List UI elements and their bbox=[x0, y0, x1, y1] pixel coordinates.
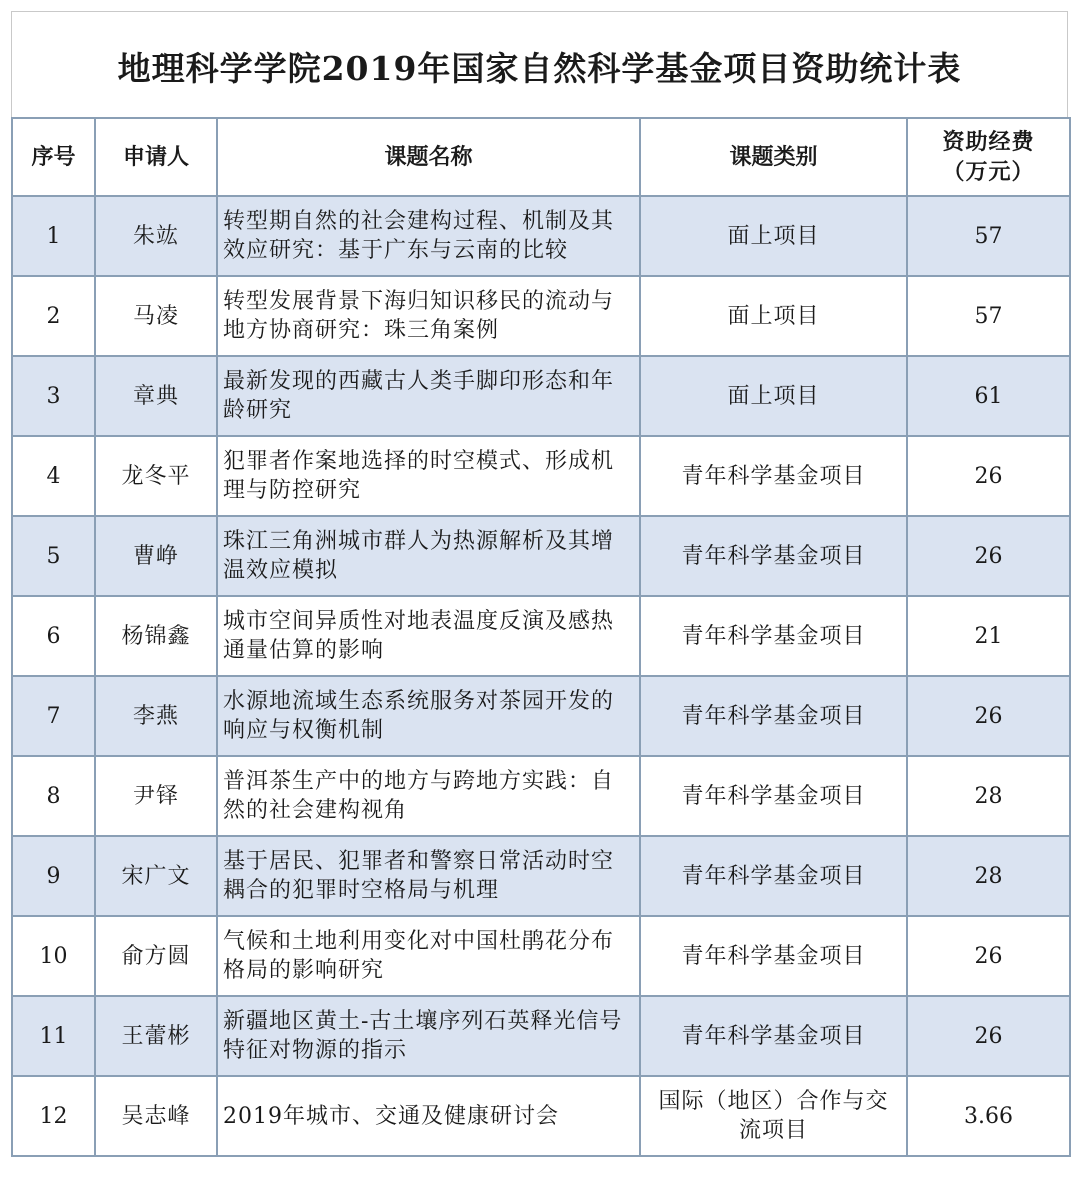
cell-funding: 61 bbox=[907, 356, 1070, 436]
header-topic: 课题名称 bbox=[217, 118, 640, 196]
cell-topic: 犯罪者作案地选择的时空模式、形成机理与防控研究 bbox=[217, 436, 640, 516]
cell-funding: 57 bbox=[907, 196, 1070, 276]
cell-category: 面上项目 bbox=[640, 356, 907, 436]
cell-funding: 26 bbox=[907, 996, 1070, 1076]
header-funding-line1: 资助经费 bbox=[942, 129, 1035, 155]
cell-funding: 28 bbox=[907, 756, 1070, 836]
table-row bbox=[12, 196, 1070, 276]
cell-no: 10 bbox=[12, 916, 95, 996]
table-row bbox=[12, 356, 1070, 436]
table-row bbox=[12, 836, 1070, 916]
cell-topic: 2019年城市、交通及健康研讨会 bbox=[217, 1076, 640, 1156]
cell-no: 6 bbox=[12, 596, 95, 676]
cell-funding: 28 bbox=[907, 836, 1070, 916]
cell-category: 面上项目 bbox=[640, 196, 907, 276]
cell-funding: 21 bbox=[907, 596, 1070, 676]
page-title: 地理科学学院2019年国家自然科学基金项目资助统计表 bbox=[117, 49, 962, 88]
cell-category: 青年科学基金项目 bbox=[640, 436, 907, 516]
header-funding bbox=[907, 118, 1070, 196]
cell-category: 青年科学基金项目 bbox=[640, 676, 907, 756]
cell-category: 青年科学基金项目 bbox=[640, 836, 907, 916]
table-row bbox=[12, 996, 1070, 1076]
cell-topic: 珠江三角洲城市群人为热源解析及其增温效应模拟 bbox=[217, 516, 640, 596]
header-category: 课题类别 bbox=[640, 118, 907, 196]
cell-applicant: 龙冬平 bbox=[95, 436, 217, 516]
cell-category: 青年科学基金项目 bbox=[640, 996, 907, 1076]
cell-category: 青年科学基金项目 bbox=[640, 756, 907, 836]
cell-no: 12 bbox=[12, 1076, 95, 1156]
cell-no: 1 bbox=[12, 196, 95, 276]
cell-topic: 水源地流域生态系统服务对茶园开发的响应与权衡机制 bbox=[217, 676, 640, 756]
cell-funding: 3.66 bbox=[907, 1076, 1070, 1156]
cell-topic: 普洱茶生产中的地方与跨地方实践：自然的社会建构视角 bbox=[217, 756, 640, 836]
cell-no: 7 bbox=[12, 676, 95, 756]
cell-applicant: 宋广文 bbox=[95, 836, 217, 916]
table-row bbox=[12, 516, 1070, 596]
cell-topic: 转型期自然的社会建构过程、机制及其效应研究：基于广东与云南的比较 bbox=[217, 196, 640, 276]
cell-applicant: 李燕 bbox=[95, 676, 217, 756]
cell-no: 5 bbox=[12, 516, 95, 596]
cell-category: 青年科学基金项目 bbox=[640, 516, 907, 596]
table-row bbox=[12, 916, 1070, 996]
header-applicant: 申请人 bbox=[95, 118, 217, 196]
cell-topic: 基于居民、犯罪者和警察日常活动时空耦合的犯罪时空格局与机理 bbox=[217, 836, 640, 916]
cell-applicant: 章典 bbox=[95, 356, 217, 436]
cell-no: 4 bbox=[12, 436, 95, 516]
cell-category: 青年科学基金项目 bbox=[640, 596, 907, 676]
table-row bbox=[12, 276, 1070, 356]
cell-category: 面上项目 bbox=[640, 276, 907, 356]
cell-applicant: 王蕾彬 bbox=[95, 996, 217, 1076]
cell-funding: 26 bbox=[907, 516, 1070, 596]
cell-no: 3 bbox=[12, 356, 95, 436]
cell-no: 2 bbox=[12, 276, 95, 356]
cell-applicant: 曹峥 bbox=[95, 516, 217, 596]
grant-table bbox=[11, 117, 1071, 1157]
title-bar bbox=[11, 11, 1068, 117]
table-row bbox=[12, 1076, 1070, 1156]
cell-funding: 26 bbox=[907, 676, 1070, 756]
cell-applicant: 尹铎 bbox=[95, 756, 217, 836]
table-body bbox=[12, 196, 1070, 1156]
cell-applicant: 朱竑 bbox=[95, 196, 217, 276]
cell-topic: 最新发现的西藏古人类手脚印形态和年龄研究 bbox=[217, 356, 640, 436]
cell-funding: 26 bbox=[907, 916, 1070, 996]
cell-category: 青年科学基金项目 bbox=[640, 916, 907, 996]
cell-topic: 城市空间异质性对地表温度反演及感热通量估算的影响 bbox=[217, 596, 640, 676]
table-header-row bbox=[12, 118, 1070, 196]
cell-topic: 转型发展背景下海归知识移民的流动与地方协商研究：珠三角案例 bbox=[217, 276, 640, 356]
cell-funding: 26 bbox=[907, 436, 1070, 516]
table-row bbox=[12, 596, 1070, 676]
table-row bbox=[12, 756, 1070, 836]
cell-topic: 气候和土地利用变化对中国杜鹃花分布格局的影响研究 bbox=[217, 916, 640, 996]
cell-category: 国际（地区）合作与交流项目 bbox=[640, 1076, 907, 1156]
cell-applicant: 俞方圆 bbox=[95, 916, 217, 996]
cell-topic: 新疆地区黄土-古土壤序列石英释光信号特征对物源的指示 bbox=[217, 996, 640, 1076]
cell-applicant: 杨锦鑫 bbox=[95, 596, 217, 676]
cell-no: 8 bbox=[12, 756, 95, 836]
header-no: 序号 bbox=[12, 118, 95, 196]
cell-funding: 57 bbox=[907, 276, 1070, 356]
cell-applicant: 马凌 bbox=[95, 276, 217, 356]
cell-applicant: 吴志峰 bbox=[95, 1076, 217, 1156]
table-row bbox=[12, 436, 1070, 516]
table-row bbox=[12, 676, 1070, 756]
cell-no: 11 bbox=[12, 996, 95, 1076]
cell-no: 9 bbox=[12, 836, 95, 916]
header-funding-line2: （万元） bbox=[942, 159, 1035, 185]
